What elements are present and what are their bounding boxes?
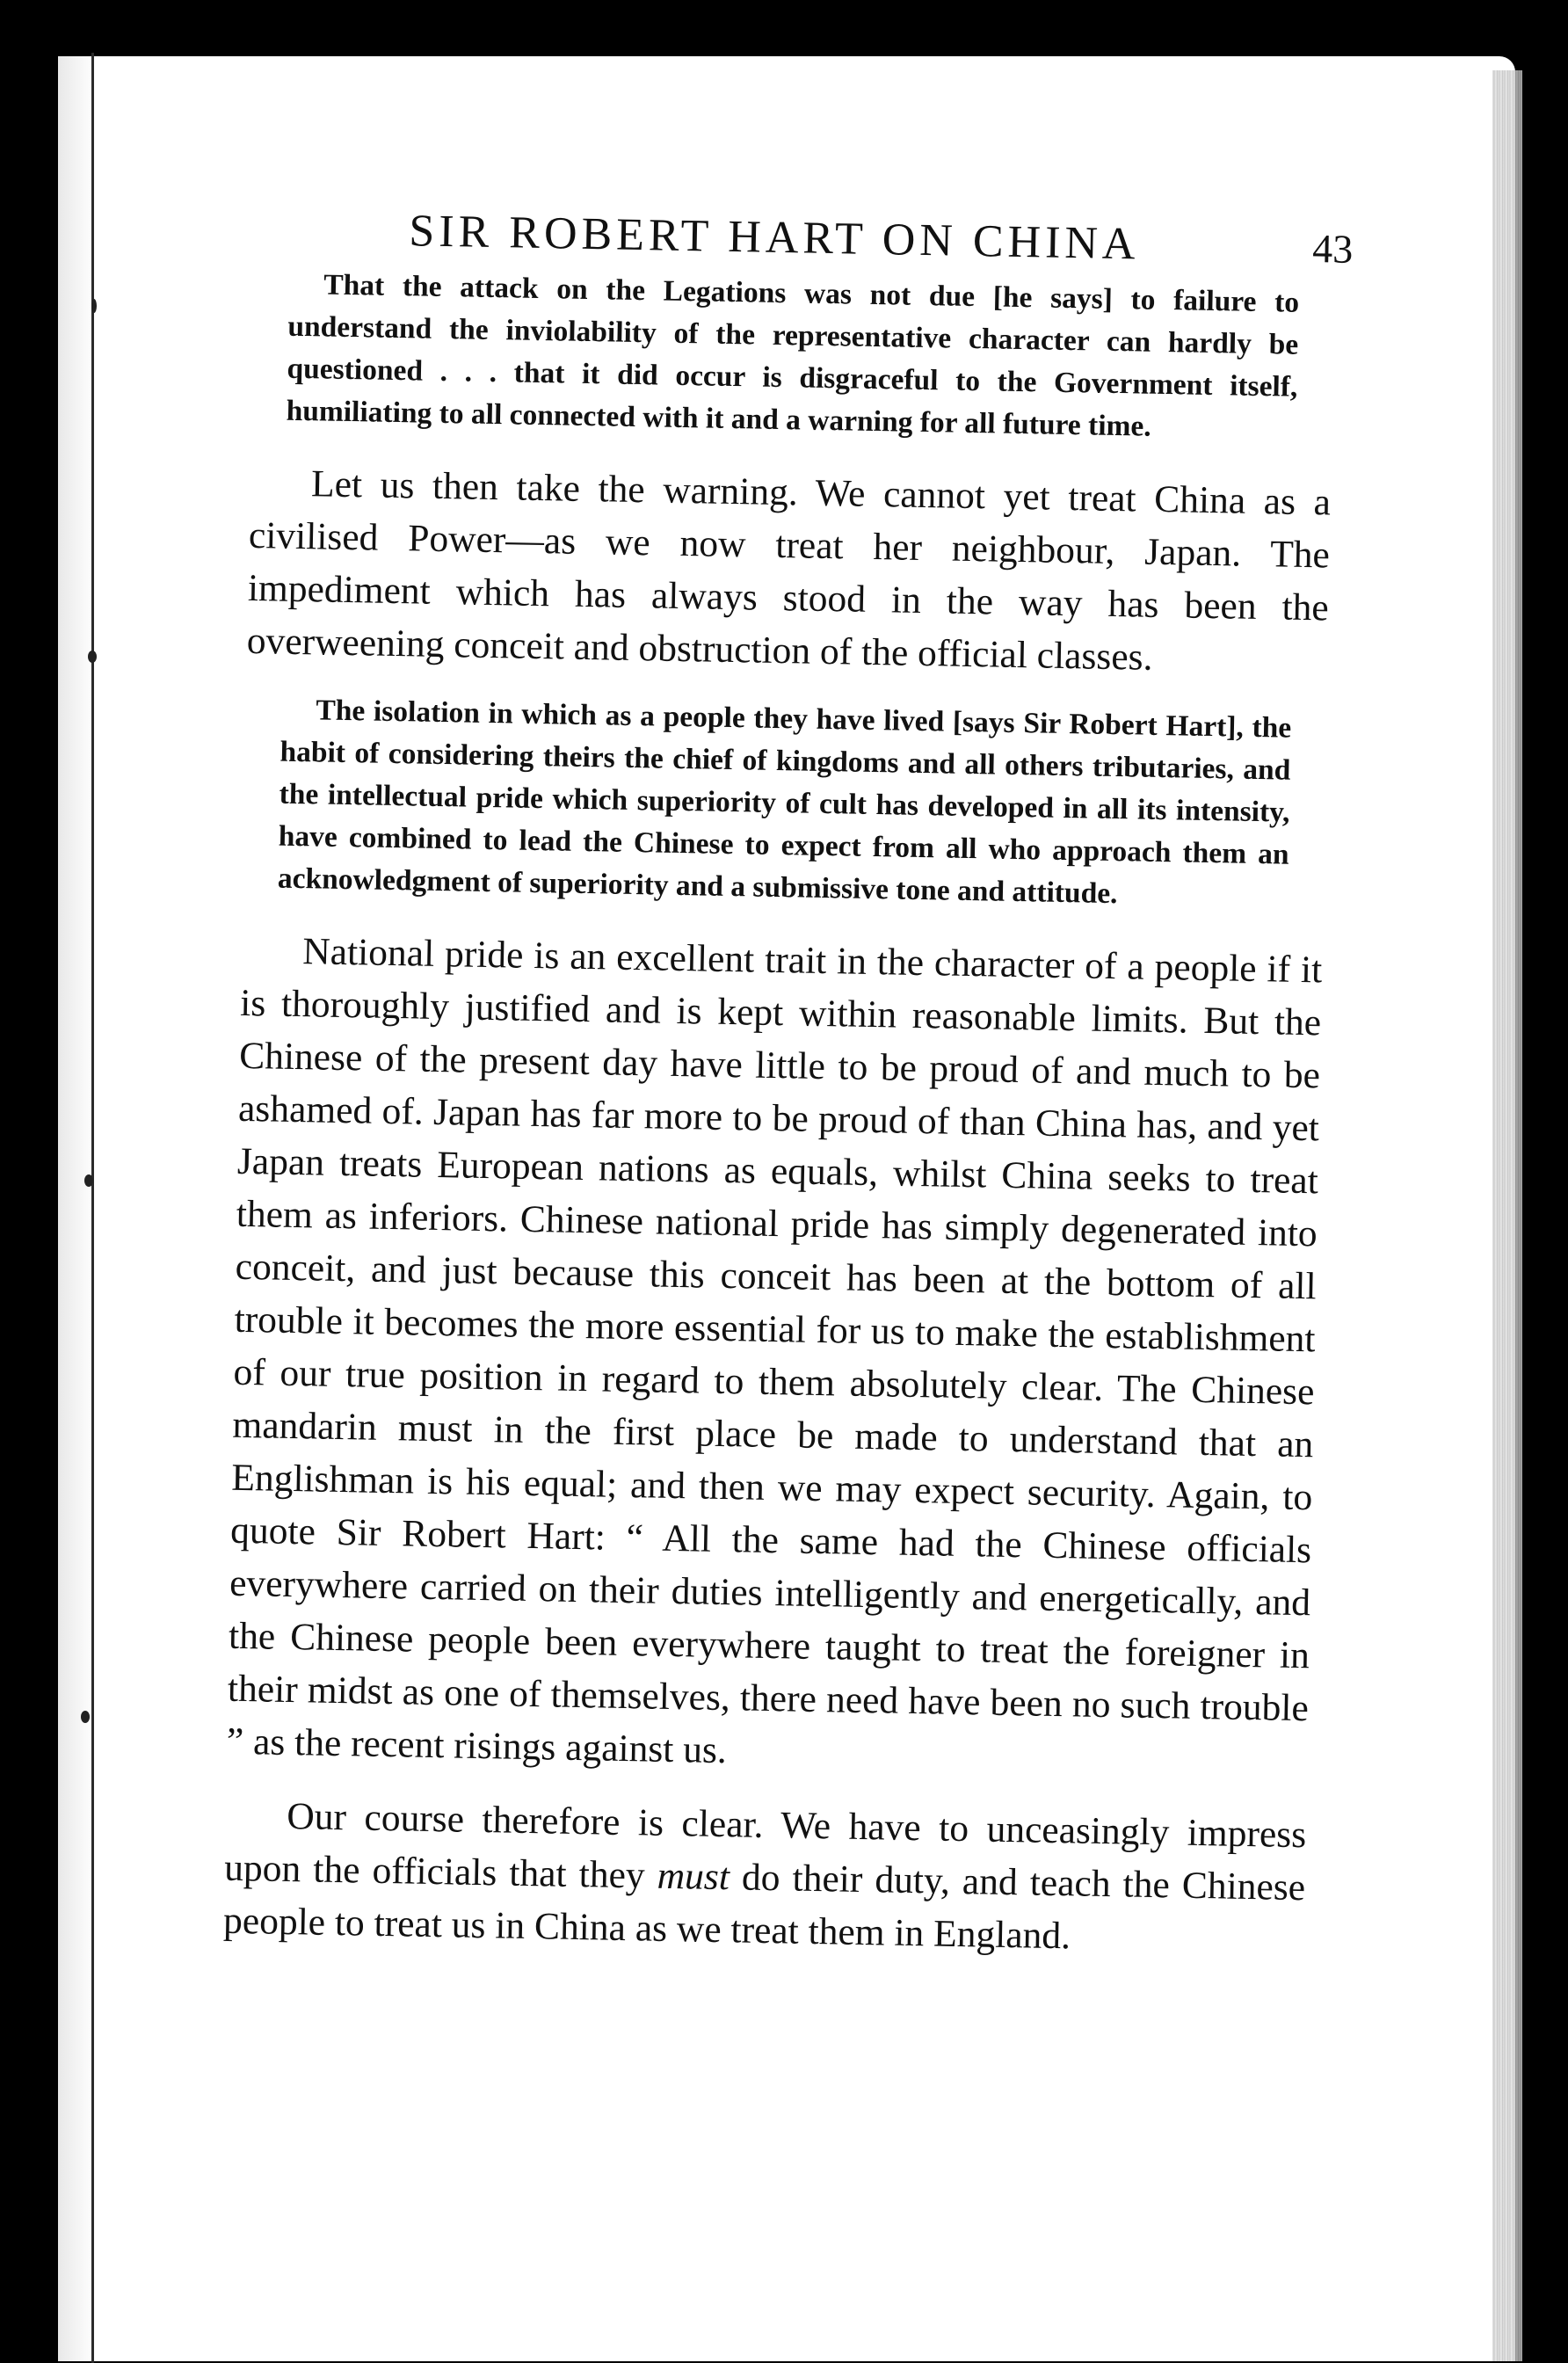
paragraph-national-pride: National pride is an excellent trait in the character of a people if it is thoroughly justified and is kept within reasonable limits. But the Chinese of the present day have little to be proud of and much to be ashamed of. Japan has far more to be proud of than China has, and yet Japan treats European nations as equals, whilst China seeks to treat them as inferiors. Chinese national pride has simply degenerated into conceit, and just because this conceit has been at the bottom of all trouble it becomes the more essential for us to make the establishment of our true position in regard to them absolutely clear. The Chinese mandarin must in the first place be made to understand that an Englishman is his equal; and then we may expect security. Again, to quote Sir Robert Hart: “ All the same had the Chinese officials everywhere carried on their duties intelligently and energetically, and the Chinese people been everywhere taught to treat the foreigner in their midst as one of themselves, there need have been no such trouble ” as the recent risings against us. — [226, 930, 1323, 1772]
quote-text: The isolation in which as a people they have lived [says Sir Robert Hart], the habit of considering theirs the chief of kingdoms and all others tributaries, and the intellectual pride which superiority of cult has developed in all its intensity, have combined to lead the Chinese to expect from all who approach them an acknowledgment of superiority and a submissive tone and attitude. — [277, 694, 1292, 911]
scan-speck — [81, 1711, 90, 1723]
paragraph-our-course — [223, 1789, 1307, 1967]
scan-speck — [91, 299, 97, 313]
paragraph-text: do their duty, and teach the Chinese people to treat us in China as we treat them in England. — [222, 1856, 1306, 1958]
block-quote-isolation — [277, 689, 1291, 919]
emphasis-must: must — [657, 1854, 730, 1899]
scan-speck — [84, 1174, 93, 1187]
page-fore-edge — [1492, 70, 1522, 2361]
gutter-shadow — [58, 56, 95, 2361]
scan-speck — [88, 651, 97, 663]
quote-text: That the attack on the Legations was not due [he says] to failure to understand the inviolability of the representative character can hardly be questioned . . . that it did occur is disgraceful to the Government itself, humiliating to all connected with it and a warning for all future time. — [286, 268, 1300, 443]
paragraph-warning: Let us then take the warning. We cannot yet treat China as a civilised Power—as we now treat her neighbour, Japan. The impediment which has always stood in the way has been the overweening conceit and obstruction of the official classes. — [246, 462, 1332, 679]
running-title: SIR ROBERT HART ON CHINA — [408, 206, 1141, 270]
paragraph-text: Our course therefore is clear. We have to unceasingly impress upon the officials that they — [223, 1794, 1307, 1897]
page-number: 43 — [1311, 226, 1354, 272]
gutter-line — [91, 53, 94, 2363]
page-text-block — [222, 202, 1354, 1988]
block-quote-legations — [286, 264, 1299, 451]
